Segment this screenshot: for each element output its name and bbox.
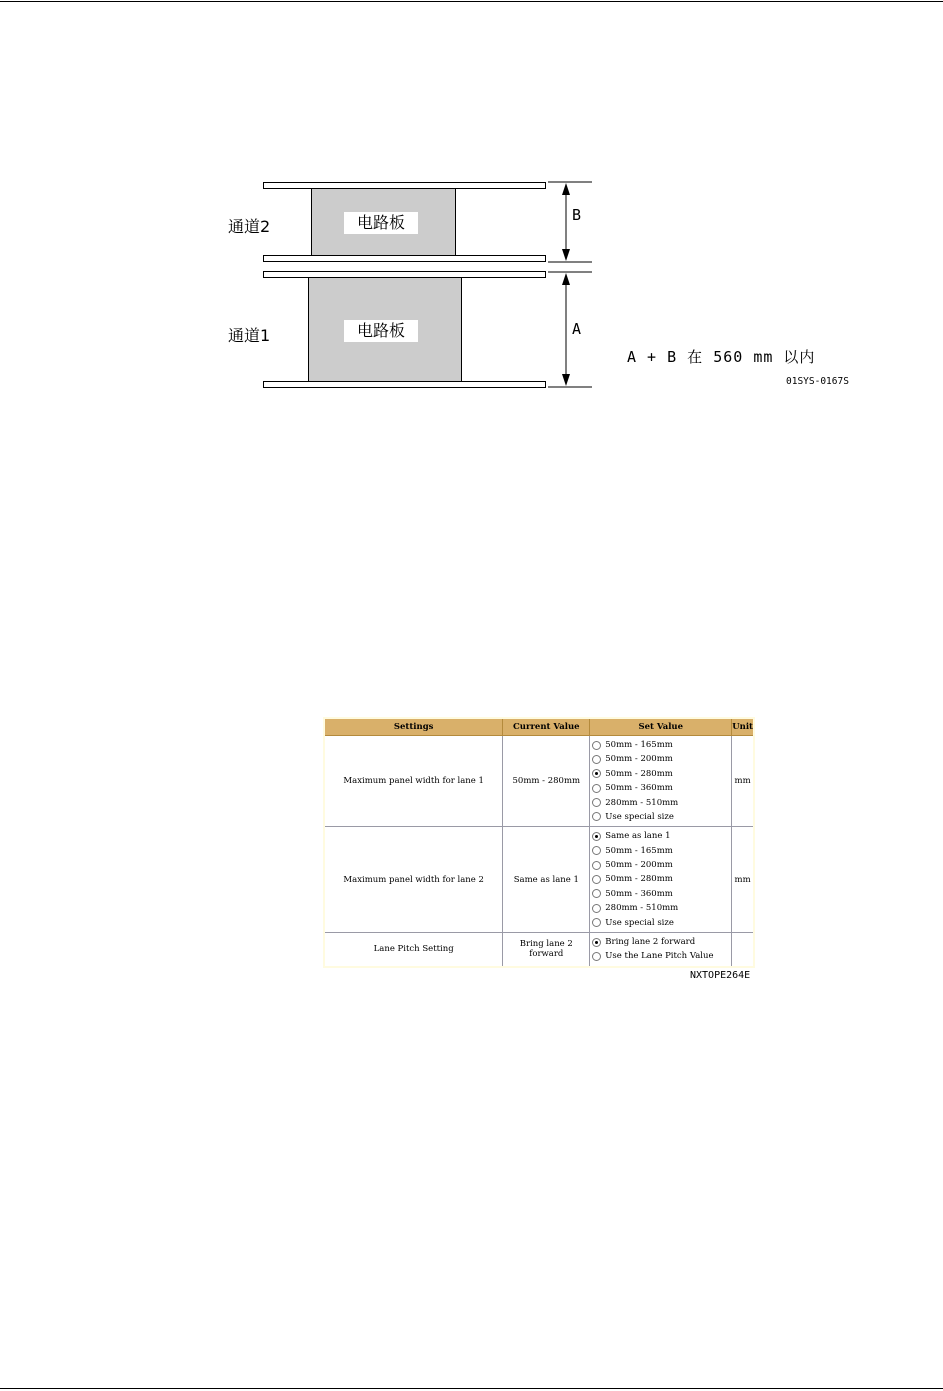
pitch-option-forward[interactable]: Bring lane 2 forward [592,935,729,949]
header-unit: Unit [732,718,754,736]
lane2-option-50-280[interactable]: 50mm - 280mm [592,872,729,886]
header-current-value: Current Value [503,718,590,736]
radio-icon [592,918,601,927]
radio-icon [592,812,601,821]
radio-icon [592,846,601,855]
lane1-option-280-510[interactable]: 280mm - 510mm [592,795,729,809]
lane1-option-50-165[interactable]: 50mm - 165mm [592,738,729,752]
set-value-options [590,736,732,827]
lane1-label: 通道1 [228,326,271,345]
diagram-figure-code: 01SYS-0167S [786,376,849,387]
radio-selected-icon [592,769,601,778]
lane1-board-label: 电路板 [344,320,418,342]
radio-icon [592,904,601,913]
radio-selected-icon [592,938,601,947]
lane2-option-50-360[interactable]: 50mm - 360mm [592,887,729,901]
radio-icon [592,889,601,898]
radio-icon [592,861,601,870]
lane2-option-280-510[interactable]: 280mm - 510mm [592,901,729,915]
lane2-option-50-200[interactable]: 50mm - 200mm [592,858,729,872]
setting-name: Maximum panel width for lane 1 [324,736,503,827]
radio-icon [592,952,601,961]
header-settings: Settings [324,718,503,736]
table-row [324,736,754,827]
lane2-label: 通道2 [228,217,271,236]
dimension-b-label: B [572,206,582,224]
unit: mm [732,736,754,827]
set-value-options [590,827,732,933]
lane1-option-50-280[interactable]: 50mm - 280mm [592,767,729,781]
set-value-options [590,933,732,967]
lane1-option-special[interactable]: Use special size [592,810,729,824]
radio-icon [592,755,601,764]
dimension-a-label: A [572,320,582,338]
radio-icon [592,784,601,793]
current-value: Same as lane 1 [503,827,590,933]
lane1-option-50-360[interactable]: 50mm - 360mm [592,781,729,795]
settings-table-panel [323,717,755,968]
radio-selected-icon [592,832,601,841]
lane2-board-label: 电路板 [344,212,418,234]
pitch-option-value[interactable]: Use the Lane Pitch Value [592,949,729,963]
radio-icon [592,741,601,750]
setting-name: Maximum panel width for lane 2 [324,827,503,933]
lane2-option-special[interactable]: Use special size [592,915,729,929]
header-set-value: Set Value [590,718,732,736]
current-value: 50mm - 280mm [503,736,590,827]
table-row [324,827,754,933]
unit [732,933,754,967]
table-figure-code: NXTOPE264E [690,970,751,981]
setting-name: Lane Pitch Setting [324,933,503,967]
dimension-formula: A + B 在 560 mm 以内 [627,348,816,366]
lane2-option-same[interactable]: Same as lane 1 [592,829,729,843]
bottom-rule [0,1388,943,1389]
radio-icon [592,875,601,884]
current-value: Bring lane 2 forward [503,933,590,967]
lane-width-diagram [0,0,943,420]
lane2-option-50-165[interactable]: 50mm - 165mm [592,844,729,858]
radio-icon [592,798,601,807]
unit: mm [732,827,754,933]
lane1-option-50-200[interactable]: 50mm - 200mm [592,752,729,766]
table-row [324,933,754,967]
table-header-row [324,718,754,736]
settings-table [323,717,755,968]
